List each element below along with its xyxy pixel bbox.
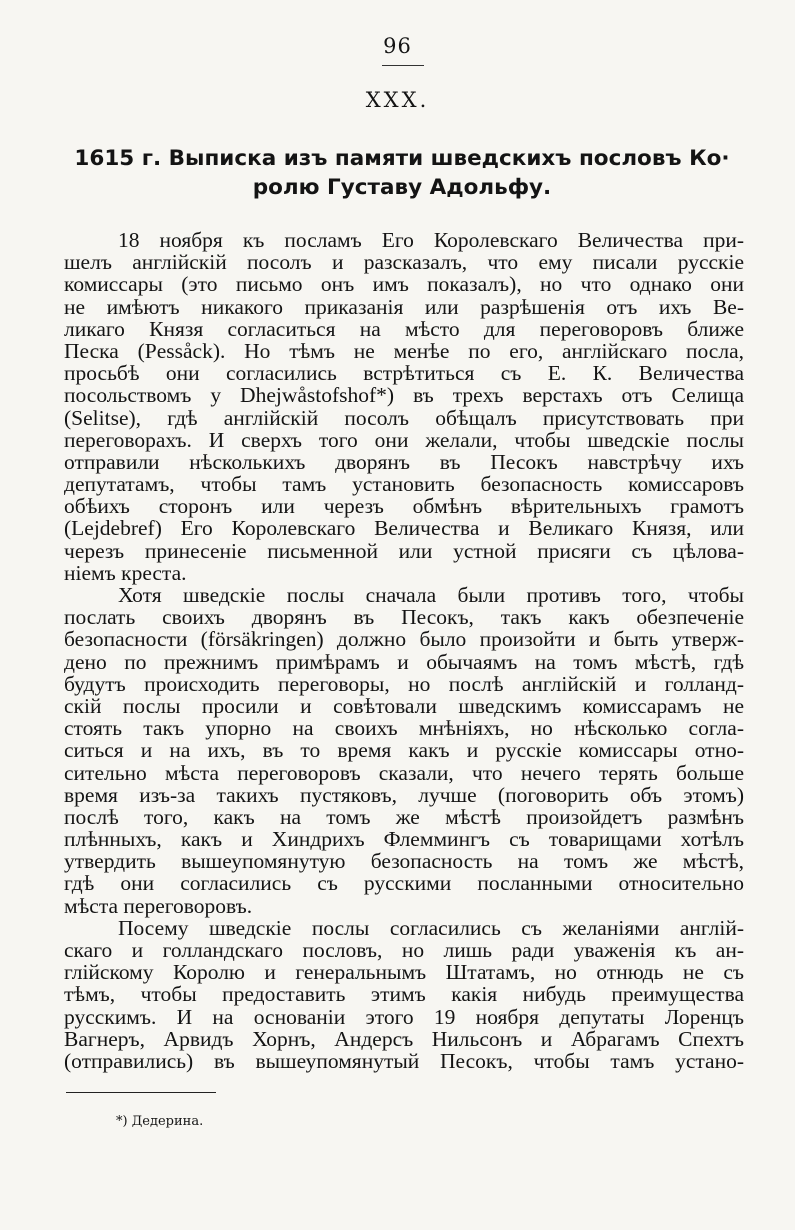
text-line: черезъ принесеніе письменной или устной присяги съ цѣлова- — [64, 538, 744, 563]
text-line: сительно мѣста переговоровъ сказали, что нечего терять больше — [64, 760, 744, 785]
text-line: Хотя шведскіе послы сначала были противъ того, чтобы — [118, 583, 744, 607]
text-line: отправили нѣсколькихъ дворянъ въ Песокъ навстрѣчу ихъ — [64, 449, 744, 474]
text-line: будутъ происходить переговоры, но послѣ англійскій и голланд- — [64, 671, 744, 696]
text-line: 18 ноября къ посламъ Его Королевскаго Величества при- — [118, 228, 744, 252]
text-line: плѣнныхъ, какъ и Хиндрихъ Флеммингъ съ товарищами хотѣлъ — [64, 827, 744, 852]
text-line: ситься и на ихъ, въ то время какъ и русскіе комиссары отно- — [64, 738, 744, 763]
text-line: Вагнеръ, Арвидъ Хорнъ, Андерсъ Нильсонъ и Абрагамъ Спехтъ — [64, 1026, 744, 1051]
text-line: (Selitse), гдѣ англійскій посолъ обѣщалъ присутствовать при — [64, 405, 744, 430]
text-line: (Lejdebref) Его Королевскаго Величества и Великаго Князя, или — [64, 516, 744, 541]
page-number: 96 — [383, 34, 412, 58]
text-line: Посему шведскіе послы согласились съ желаніями англій- — [118, 915, 744, 940]
text-line: комиссары (это письмо онъ имъ показалъ), но что однако они — [64, 272, 744, 297]
text-line: послать своихъ дворянъ въ Песокъ, такъ какъ обезпеченіе — [64, 605, 744, 630]
footnote-separator — [66, 1092, 216, 1093]
text-line: скаго и голландскаго пословъ, но лишь ради уваженія къ ан- — [64, 938, 744, 962]
text-line: депутатамъ, чтобы тамъ установить безопасность комиссаровъ — [64, 472, 744, 497]
text-line: ликаго Князя согласиться на мѣсто для переговоровъ ближе — [64, 316, 744, 341]
paragraph — [64, 917, 744, 1072]
text-line: стоять такъ упорно на своихъ мнѣніяхъ, но нѣсколько согла- — [64, 716, 744, 741]
text-line: шелъ англійскій посолъ и разсказалъ, что ему писали русскіе — [64, 250, 744, 275]
section-number: XXX. — [365, 88, 430, 112]
document-title — [62, 144, 742, 202]
footnote: *) Дедерина. — [116, 1114, 204, 1129]
title-line: ролю Густаву Адольфу. — [252, 175, 552, 200]
text-line: (отправились) въ вышеупомянутый Песокъ, чтобы тамъ устано- — [64, 1048, 744, 1073]
paragraph — [64, 584, 744, 917]
text-line: обѣихъ сторонъ или черезъ обмѣнъ вѣрительныхъ грамотъ — [64, 494, 744, 519]
text-line: гдѣ они согласились съ русскими посланными относительно — [64, 871, 744, 896]
text-line: скій послы просили и совѣтовали шведскимъ комиссарамъ не — [64, 693, 744, 718]
text-line: утвердить вышеупомянутую безопасность на томъ же мѣстѣ, — [64, 849, 744, 874]
title-line: 1615 г. Выписка изъ памяти шведскихъ пословъ Ко· — [74, 146, 730, 171]
text-line: Песка (Pessåck). Но тѣмъ не менѣе по его, англійскаго посла, — [64, 338, 744, 363]
text-line: глійскому Королю и генеральнымъ Штатамъ, но отнюдь не съ — [64, 960, 744, 985]
text-line: просьбѣ они согласились встрѣтиться съ Е. К. Величества — [64, 361, 744, 386]
text-line: ніемъ креста. — [64, 560, 187, 585]
text-line: послѣ того, какъ на томъ же мѣстѣ произойдетъ размѣнъ — [64, 804, 744, 829]
text-line: русскимъ. И на основаніи этого 19 ноября депутаты Лоренцъ — [64, 1004, 744, 1029]
text-line: дено по прежнимъ примѣрамъ и обычаямъ на томъ мѣстѣ, гдѣ — [64, 649, 744, 674]
text-line: тѣмъ, чтобы предоставить этимъ какія нибудь преимущества — [64, 982, 744, 1007]
text-line: мѣста переговоровъ. — [64, 893, 253, 918]
text-line: переговорахъ. И сверхъ того они желали, чтобы шведскіе послы — [64, 427, 744, 452]
text-line: безопасности (försäkringen) должно было произойти и быть утверж- — [64, 627, 744, 652]
page-number-underline — [382, 65, 424, 66]
paragraph — [64, 229, 744, 584]
text-line: не имѣютъ никакого приказанія или разрѣшенія отъ ихъ Ве- — [64, 294, 744, 319]
text-line: посольствомъ у Dhejwåstofshof*) въ трехъ верстахъ отъ Селища — [64, 383, 744, 408]
text-line: время изъ-за такихъ пустяковъ, лучше (поговорить объ этомъ) — [64, 782, 744, 807]
body-text — [64, 229, 744, 1072]
